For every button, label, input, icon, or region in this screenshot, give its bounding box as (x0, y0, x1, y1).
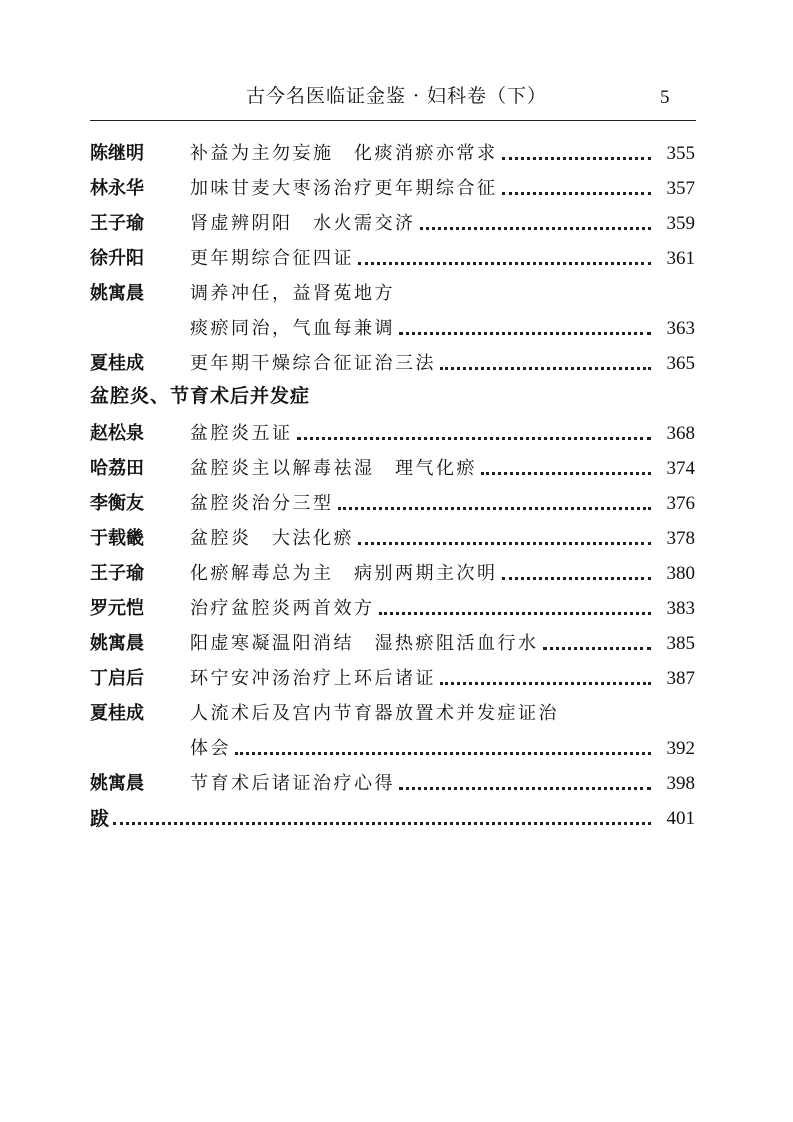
entry-author: 夏桂成 (90, 353, 144, 374)
entry-title-line (190, 560, 655, 588)
entry-author: 赵松泉 (90, 423, 144, 444)
entry-author: 夏桂成 (90, 703, 144, 724)
entry-page: 398 (666, 773, 695, 794)
book-title: 古今名医临证金鉴 · 妇科卷（下） (245, 85, 548, 107)
entry-title: 调养冲任，益肾菟地方 (190, 283, 395, 304)
dot-leader (440, 682, 651, 685)
entry-author: 姚寓晨 (90, 773, 144, 794)
entry-title: 环宁安冲汤治疗上环后诸证 (190, 668, 436, 689)
entry-title: 加味甘麦大枣汤治疗更年期综合征 (190, 178, 498, 199)
entry-author: 李衡友 (90, 493, 144, 514)
entry-title: 肾虚辨阴阳 水火需交济 (190, 213, 416, 234)
entry-page: 368 (666, 423, 695, 444)
toc-entry (90, 418, 695, 448)
entry-author: 于载畿 (90, 528, 144, 549)
toc-entry (90, 173, 695, 203)
dot-leader (113, 822, 651, 825)
entry-title-line (190, 350, 655, 378)
dot-leader (358, 262, 651, 265)
toc-entry (90, 698, 695, 728)
toc-entry (90, 488, 695, 518)
entry-title-line (190, 455, 655, 483)
entry-page: 361 (666, 248, 695, 269)
entry-page: 378 (666, 528, 695, 549)
toc-entry (90, 138, 695, 168)
toc-entry-continuation (90, 313, 695, 343)
toc-entry (90, 243, 695, 273)
section-heading: 盆腔炎、节育术后并发症 (90, 385, 311, 407)
toc-entry-postscript (90, 803, 695, 833)
dot-leader (235, 752, 651, 755)
entry-page: 355 (666, 143, 695, 164)
entry-author: 哈荔田 (90, 458, 144, 479)
dot-leader (338, 507, 652, 510)
entry-author: 王子瑜 (90, 213, 144, 234)
entry-title-line (190, 420, 655, 448)
entry-title-line2: 体会 (190, 738, 231, 759)
entry-page: 401 (666, 808, 695, 829)
entry-title-line (190, 490, 655, 518)
entry-title-line (190, 140, 655, 168)
entry-title: 补益为主勿妄施 化痰消瘀亦常求 (190, 143, 498, 164)
dot-leader (502, 157, 652, 160)
header-rule (90, 120, 696, 121)
toc-entry-continuation (90, 733, 695, 763)
entry-page: 374 (666, 458, 695, 479)
entry-page: 359 (666, 213, 695, 234)
dot-leader (543, 647, 652, 650)
entry-title-line (190, 630, 655, 658)
toc-entry (90, 593, 695, 623)
toc-entry (90, 348, 695, 378)
dot-leader (379, 612, 652, 615)
entry-page: 383 (666, 598, 695, 619)
entry-title: 盆腔炎治分三型 (190, 493, 334, 514)
entry-author: 罗元恺 (90, 598, 144, 619)
entry-title-line (190, 315, 655, 343)
entry-page: 392 (666, 738, 695, 759)
entry-title-line (190, 595, 655, 623)
dot-leader (502, 577, 652, 580)
toc-entry (90, 768, 695, 798)
dot-leader (420, 227, 652, 230)
entry-title: 更年期干燥综合征证治三法 (190, 353, 436, 374)
entry-title: 节育术后诸证治疗心得 (190, 773, 395, 794)
entry-author: 徐升阳 (90, 248, 144, 269)
entry-author: 丁启后 (90, 668, 144, 689)
entry-title-line (190, 280, 695, 308)
entry-title-line (190, 735, 655, 763)
entry-title: 人流术后及宫内节育器放置术并发症证治 (190, 703, 559, 724)
entry-title-line (190, 700, 695, 728)
page-number: 5 (660, 87, 670, 108)
dot-leader (358, 542, 651, 545)
entry-title-line (190, 525, 655, 553)
entry-page: 385 (666, 633, 695, 654)
dot-leader (481, 472, 651, 475)
entry-title: 治疗盆腔炎两首效方 (190, 598, 375, 619)
dot-leader (440, 367, 651, 370)
entry-page: 380 (666, 563, 695, 584)
entry-title-line (190, 245, 655, 273)
entry-title-line (190, 210, 655, 238)
entry-title-line2: 痰瘀同治，气血每兼调 (190, 318, 395, 339)
entry-title: 盆腔炎五证 (190, 423, 293, 444)
toc-entry (90, 628, 695, 658)
entry-author: 姚寓晨 (90, 283, 144, 304)
toc-entry (90, 663, 695, 693)
dot-leader (399, 787, 651, 790)
dot-leader (502, 192, 652, 195)
entry-page: 376 (666, 493, 695, 514)
entry-author: 姚寓晨 (90, 633, 144, 654)
toc-entry (90, 278, 695, 308)
entry-author: 王子瑜 (90, 563, 144, 584)
toc-entry (90, 523, 695, 553)
entry-page: 363 (666, 318, 695, 339)
entry-title-line (190, 175, 655, 203)
toc-entry (90, 558, 695, 588)
dot-leader (399, 332, 651, 335)
entry-page: 357 (666, 178, 695, 199)
entry-author: 陈继明 (90, 143, 144, 164)
entry-title: 阳虚寒凝温阳消结 湿热瘀阻活血行水 (190, 633, 539, 654)
postscript-title: 跋 (90, 808, 110, 830)
toc-entry (90, 208, 695, 238)
entry-title: 盆腔炎 大法化瘀 (190, 528, 354, 549)
entry-title-line (190, 665, 655, 693)
entry-title: 更年期综合征四证 (190, 248, 354, 269)
entry-page: 365 (666, 353, 695, 374)
dot-leader (297, 437, 652, 440)
entry-author: 林永华 (90, 178, 144, 199)
toc-entry (90, 453, 695, 483)
entry-page: 387 (666, 668, 695, 689)
entry-title-line (190, 770, 655, 798)
entry-title: 化瘀解毒总为主 病别两期主次明 (190, 563, 498, 584)
entry-title: 盆腔炎主以解毒祛湿 理气化瘀 (190, 458, 477, 479)
